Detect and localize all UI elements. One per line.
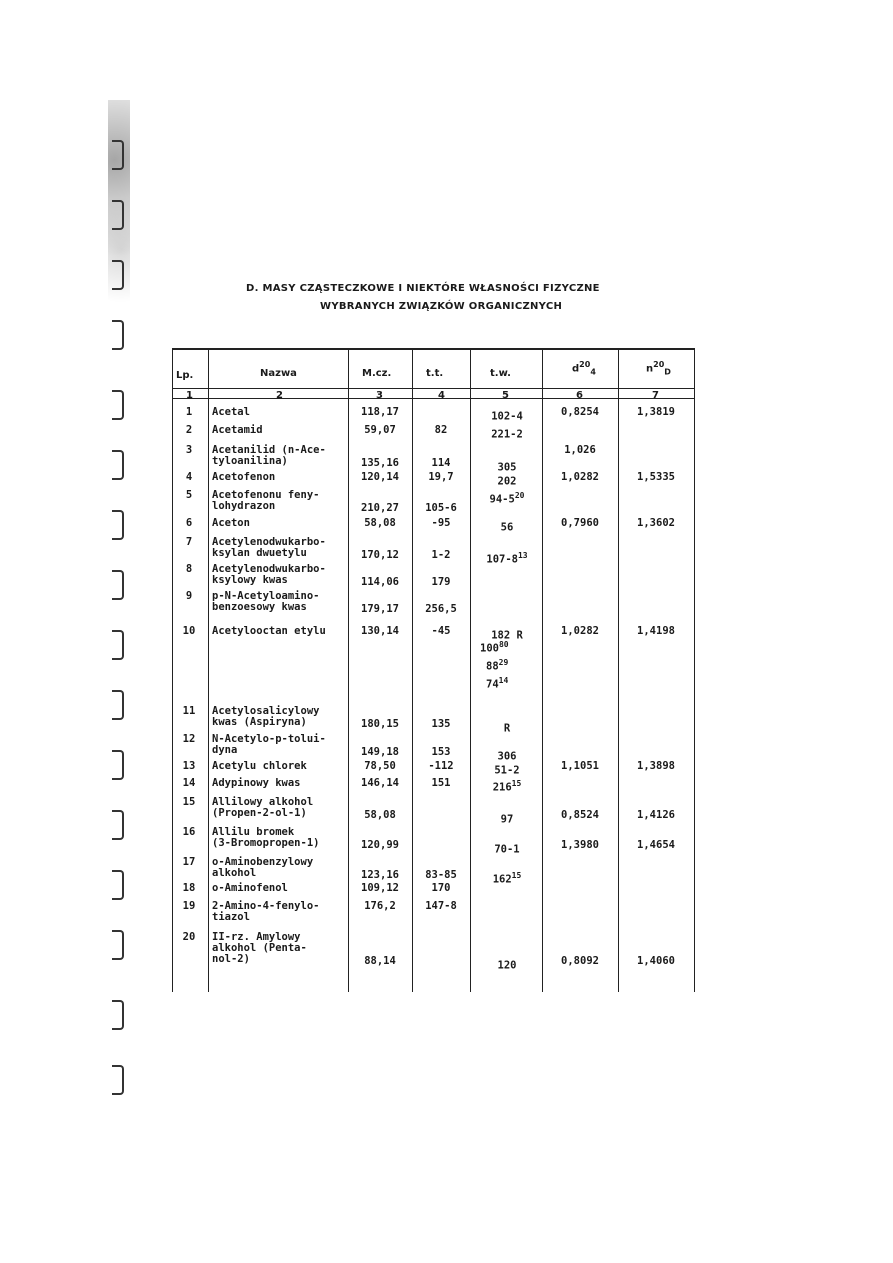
row-boiling-point: 102-4 [491, 410, 523, 423]
binding-hook [112, 200, 124, 230]
row-refractive-index: 1,4654 [637, 839, 675, 851]
row-boiling-point: $162^{15}$ [492, 871, 522, 886]
row-refractive-index: 1,3602 [637, 517, 675, 529]
col-index: 1 [186, 390, 193, 401]
row-boiling-point: 306 [497, 750, 517, 763]
row-lp: 16 [182, 826, 196, 838]
row-lp: 7 [185, 536, 193, 548]
row-lp: 15 [182, 796, 196, 808]
row-name: p-N-Acetyloamino- benzoesowy kwas [212, 590, 320, 613]
row-melting-point: 170 [431, 882, 451, 894]
binding-hook [112, 630, 124, 660]
row-lp: 18 [182, 882, 196, 894]
col-index: 5 [502, 390, 509, 401]
row-molar-mass: 149,18 [361, 746, 399, 758]
col-index: 6 [576, 390, 583, 401]
row-molar-mass: 58,08 [364, 517, 396, 529]
row-name: Acetamid [212, 424, 263, 436]
row-molar-mass: 180,15 [361, 718, 399, 730]
row-boiling-point: 305 [497, 461, 517, 474]
row-melting-point: 151 [431, 777, 451, 789]
row-molar-mass: 120,99 [361, 839, 399, 851]
row-molar-mass: 176,2 [364, 900, 396, 912]
row-molar-mass: 118,17 [361, 406, 399, 418]
row-lp: 11 [182, 705, 196, 717]
header-tt: t.t. [426, 368, 444, 379]
tw-extra: $100^{80}$ [480, 640, 509, 655]
binding-hook [112, 870, 124, 900]
row-boiling-point: 51-2 [494, 764, 520, 777]
row-melting-point: -112 [428, 760, 454, 772]
row-lp: 4 [185, 471, 193, 483]
row-lp: 13 [182, 760, 196, 772]
tw-extra: $74^{14}$ [486, 676, 509, 691]
binding-hook [112, 260, 124, 290]
row-melting-point: 1-2 [431, 549, 451, 561]
row-boiling-point: 221-2 [491, 428, 523, 441]
row-boiling-point: 97 [500, 813, 514, 826]
title-line-2: WYBRANYCH ZWIĄZKÓW ORGANICZNYCH [320, 301, 563, 312]
header-mcz: M.cz. [362, 368, 392, 379]
column-divider [208, 350, 209, 992]
row-name: Acetylu chlorek [212, 760, 307, 772]
row-molar-mass: 146,14 [361, 777, 399, 789]
row-molar-mass: 120,14 [361, 471, 399, 483]
row-lp: 6 [185, 517, 193, 529]
row-molar-mass: 88,14 [364, 955, 396, 967]
row-refractive-index: 1,4198 [637, 625, 675, 637]
row-density: 0,8092 [561, 955, 599, 967]
header-lp: Lp. [176, 370, 194, 381]
row-name: Aceton [212, 517, 250, 529]
binding-hook [112, 930, 124, 960]
row-name: Allilu bromek (3-Bromopropen-1) [212, 826, 320, 849]
col-index: 3 [376, 390, 383, 401]
header-refractive-index: $n^{20}_D$ [646, 360, 671, 377]
column-divider [412, 350, 413, 992]
row-name: Acetofenon [212, 471, 276, 483]
binding-hook [112, 750, 124, 780]
row-molar-mass: 179,17 [361, 603, 399, 615]
row-density: 1,026 [564, 444, 596, 456]
row-molar-mass: 135,16 [361, 457, 399, 469]
row-refractive-index: 1,3819 [637, 406, 675, 418]
header-name: Nazwa [260, 368, 297, 379]
row-refractive-index: 1,4126 [637, 809, 675, 821]
row-boiling-point: 70-1 [494, 843, 520, 856]
index-rule [172, 398, 694, 399]
row-density: 1,3980 [561, 839, 599, 851]
col-index: 2 [276, 390, 283, 401]
row-name: o-Aminobenzylowy alkohol [212, 856, 314, 879]
row-lp: 17 [182, 856, 196, 868]
row-melting-point: 147-8 [425, 900, 457, 912]
row-lp: 9 [185, 590, 193, 602]
row-boiling-point: R [503, 722, 511, 735]
row-boiling-point: 182 R [491, 629, 523, 642]
row-molar-mass: 210,27 [361, 502, 399, 514]
title-line-1: D. MASY CZĄSTECZKOWE I NIEKTÓRE WŁASNOŚCI FIZYCZNE [246, 283, 600, 294]
row-name: Acetylenodwukarbo- ksylan dwuetylu [212, 536, 326, 559]
row-name: 2-Amino-4-fenylo- tiazol [212, 900, 320, 923]
column-divider [470, 350, 471, 992]
binding-hook [112, 1065, 124, 1095]
row-name: II-rz. Amylowy alkohol (Penta- nol-2) [212, 931, 307, 965]
row-density: 0,8524 [561, 809, 599, 821]
row-boiling-point: $107-8^{13}$ [486, 551, 528, 566]
row-melting-point: -95 [431, 517, 451, 529]
row-molar-mass: 58,08 [364, 809, 396, 821]
tw-extra: $88^{29}$ [486, 658, 509, 673]
row-refractive-index: 1,5335 [637, 471, 675, 483]
column-divider [618, 350, 619, 992]
row-lp: 5 [185, 489, 193, 501]
row-name: Adypinowy kwas [212, 777, 301, 789]
binding-hook [112, 810, 124, 840]
row-melting-point: 19,7 [428, 471, 454, 483]
row-molar-mass: 78,50 [364, 760, 396, 772]
header-tw: t.w. [490, 368, 511, 379]
row-melting-point: -45 [431, 625, 451, 637]
row-refractive-index: 1,4060 [637, 955, 675, 967]
row-melting-point: 256,5 [425, 603, 457, 615]
row-boiling-point: 120 [497, 959, 517, 972]
row-lp: 19 [182, 900, 196, 912]
row-lp: 20 [182, 931, 196, 943]
row-melting-point: 82 [434, 424, 448, 436]
row-molar-mass: 130,14 [361, 625, 399, 637]
row-density: 0,8254 [561, 406, 599, 418]
binding-hook [112, 570, 124, 600]
row-density: 1,0282 [561, 625, 599, 637]
row-refractive-index: 1,3898 [637, 760, 675, 772]
row-name: Acetylooctan etylu [212, 625, 326, 637]
row-boiling-point: $216^{15}$ [492, 779, 522, 794]
row-molar-mass: 170,12 [361, 549, 399, 561]
row-lp: 14 [182, 777, 196, 789]
row-name: Acetylenodwukarbo- ksylowy kwas [212, 563, 326, 586]
row-lp: 10 [182, 625, 196, 637]
row-molar-mass: 114,06 [361, 576, 399, 588]
col-index: 4 [438, 390, 445, 401]
header-density: $d^{20}_4$ [572, 360, 596, 377]
page-title [246, 280, 646, 316]
col-index: 7 [652, 390, 659, 401]
row-melting-point: 114 [431, 457, 451, 469]
binding-hook [112, 320, 124, 350]
row-name: Acetofenonu feny- lohydrazon [212, 489, 320, 512]
binding-hook [112, 140, 124, 170]
binding-holes [108, 100, 130, 1100]
row-density: 0,7960 [561, 517, 599, 529]
binding-hook [112, 450, 124, 480]
row-boiling-point: 202 [497, 475, 517, 488]
row-name: Acetal [212, 406, 250, 418]
binding-hook [112, 1000, 124, 1030]
row-melting-point: 83-85 [425, 869, 457, 881]
binding-hook [112, 510, 124, 540]
row-name: Acetanilid (n-Ace- tyloanilina) [212, 444, 326, 467]
row-lp: 2 [185, 424, 193, 436]
row-lp: 8 [185, 563, 193, 575]
row-name: Acetylosalicylowy kwas (Aspiryna) [212, 705, 320, 728]
header-rule [172, 388, 694, 389]
row-density: 1,1051 [561, 760, 599, 772]
row-name: N-Acetylo-p-tolui- dyna [212, 733, 326, 756]
compounds-table [172, 348, 695, 992]
row-lp: 12 [182, 733, 196, 745]
row-molar-mass: 59,07 [364, 424, 396, 436]
row-boiling-point: 56 [500, 521, 514, 534]
binding-hook [112, 690, 124, 720]
row-lp: 1 [185, 406, 193, 418]
row-name: o-Aminofenol [212, 882, 288, 894]
row-melting-point: 135 [431, 718, 451, 730]
row-lp: 3 [185, 444, 193, 456]
row-melting-point: 179 [431, 576, 451, 588]
binding-hook [112, 390, 124, 420]
row-melting-point: 105-6 [425, 502, 457, 514]
row-molar-mass: 123,16 [361, 869, 399, 881]
row-boiling-point: $94-5^{20}$ [489, 491, 525, 506]
row-name: Allilowy alkohol (Propen-2-ol-1) [212, 796, 314, 819]
row-molar-mass: 109,12 [361, 882, 399, 894]
row-melting-point: 153 [431, 746, 451, 758]
row-density: 1,0282 [561, 471, 599, 483]
